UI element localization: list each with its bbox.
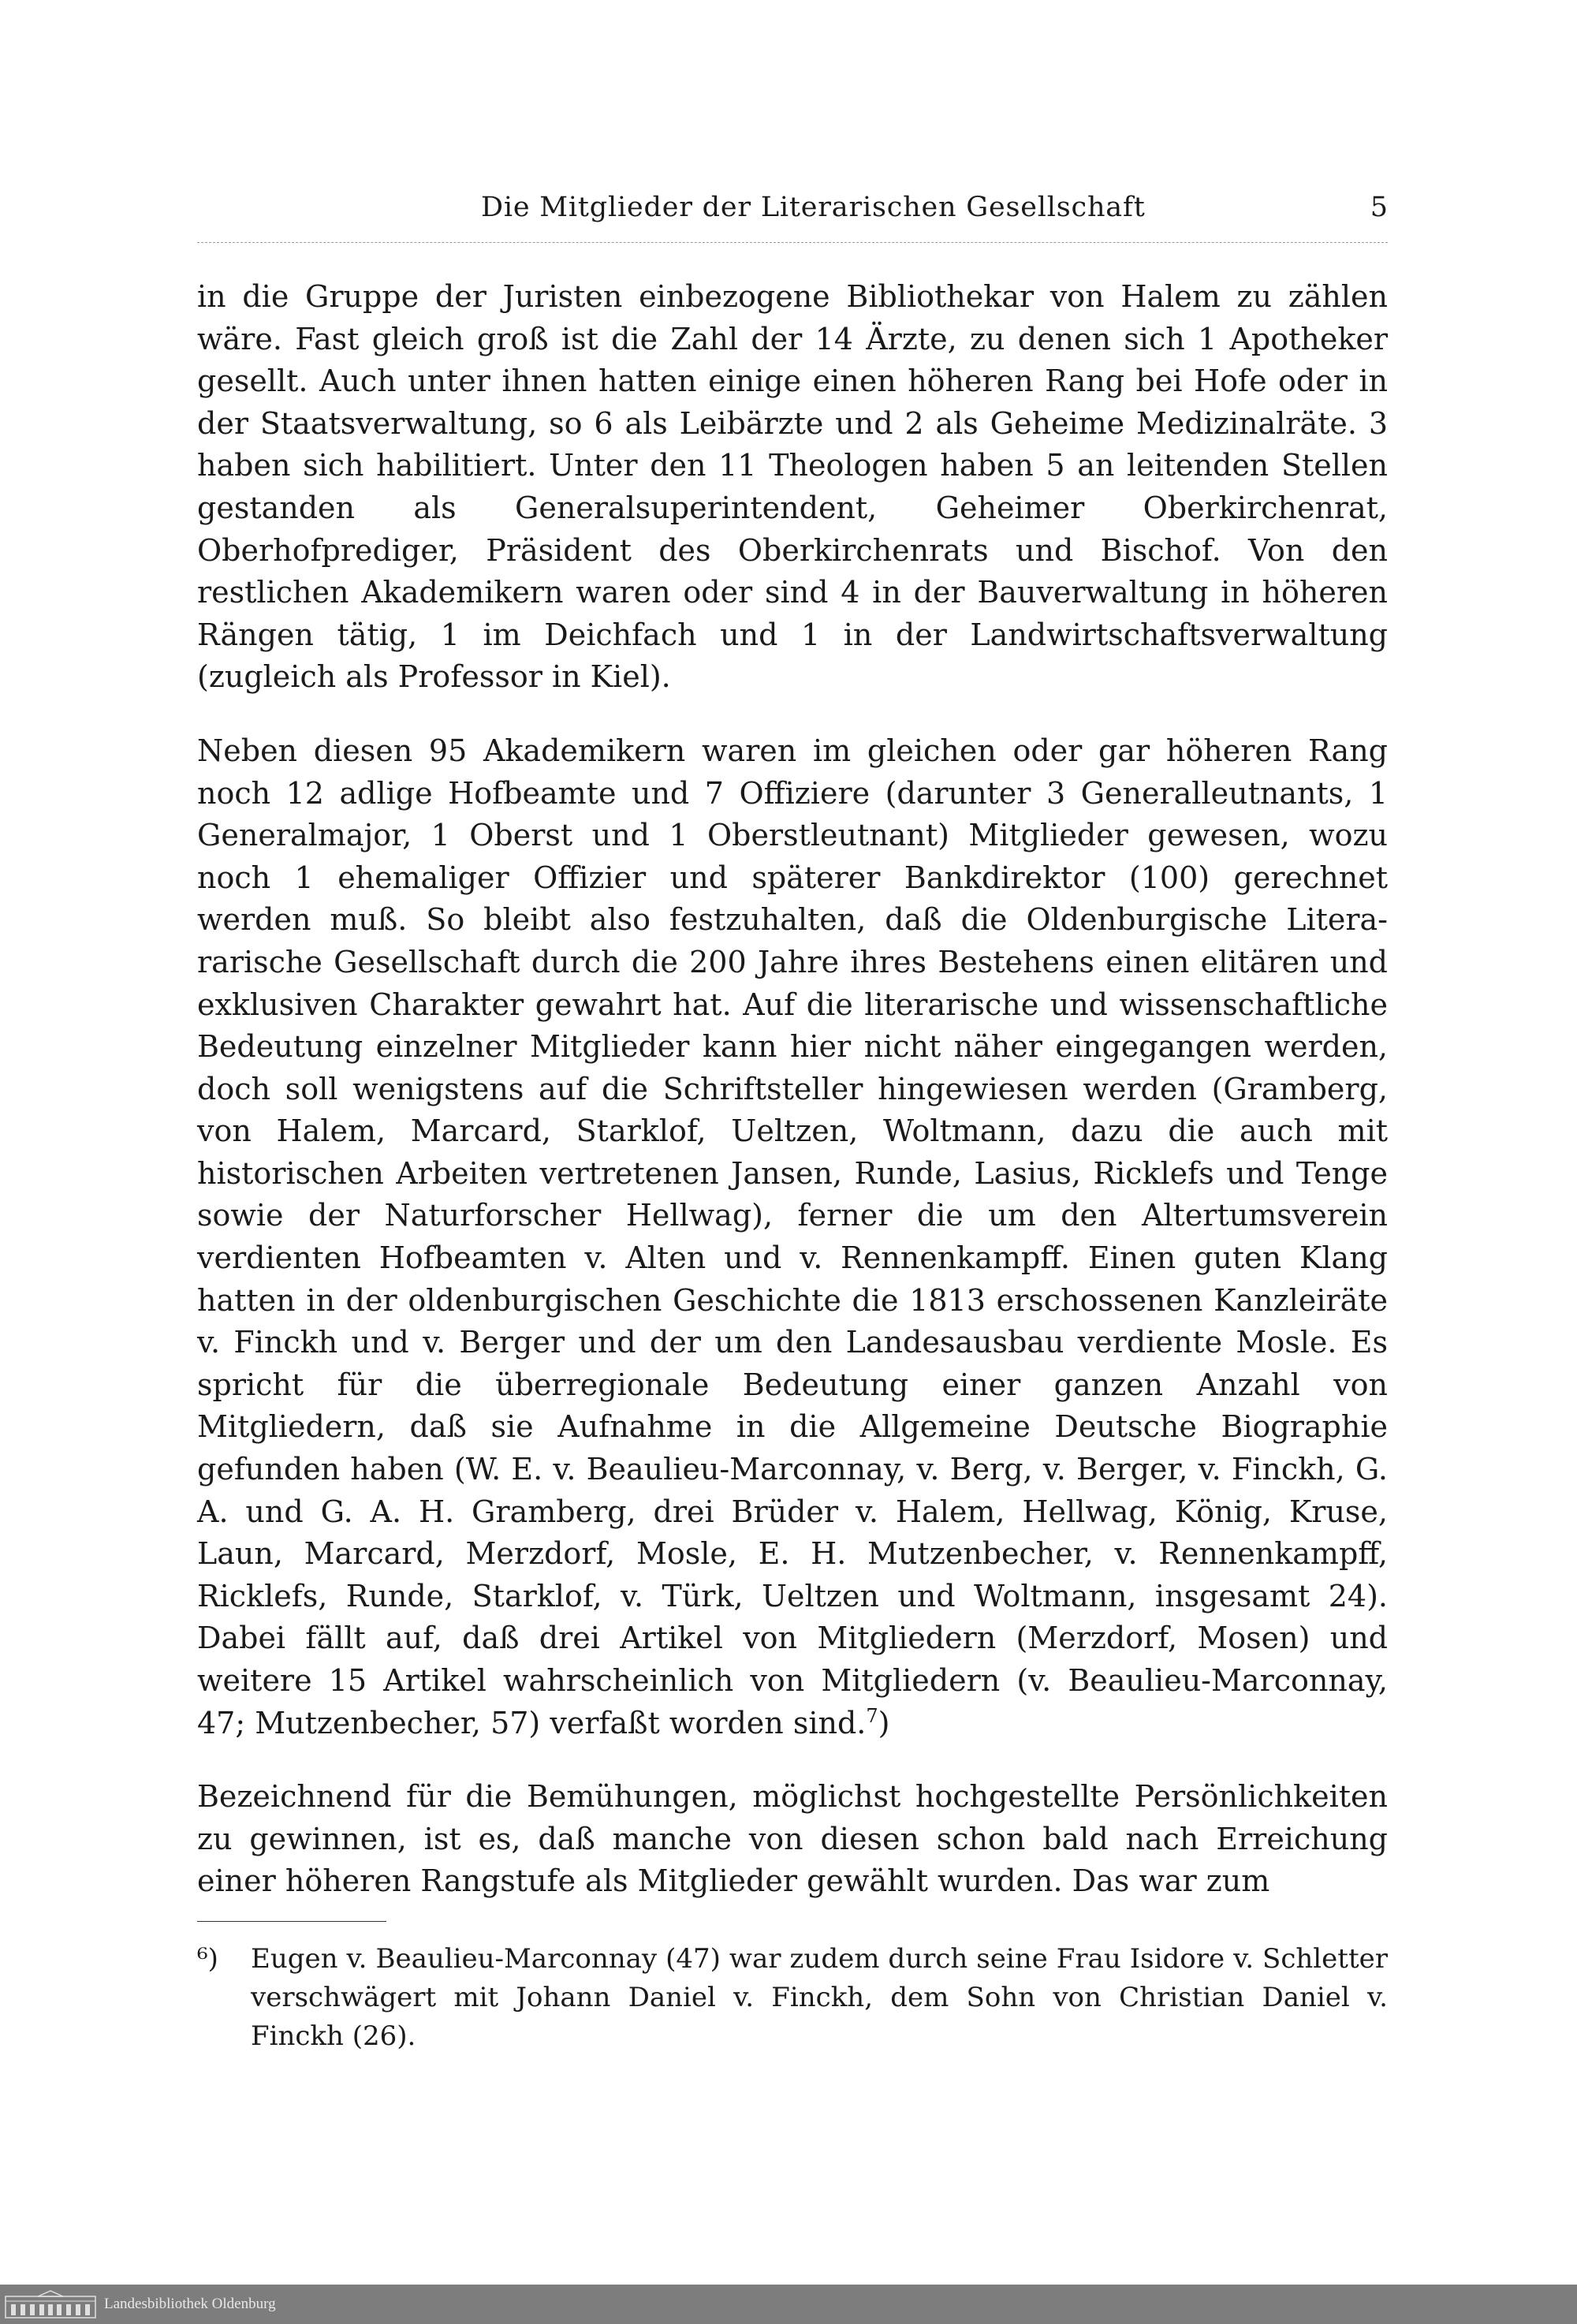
paragraph-2-text: Neben diesen 95 Akademikern waren im gleichen oder gar höheren Rang noch 12 adlige Hofbeamte und 7 Offiziere (darunter 3 Generalleutnants, 1 Generalmajor, 1 Oberst und 1 Oberstleutnant) Mitglieder gewesen, wozu noch 1 ehemaliger Offizier und späterer Bankdirektor (100) gerechnet werden muß. So bleibt also festzuhalten, daß die Oldenburgische Literararische Gesellschaft durch die 200 Jahre ihres Bestehens einen elitären und exklusiven Charakter gewahrt hat. Auf die literarische und wissenschaftliche Bedeutung einzelner Mitglieder kann hier nicht näher eingegangen werden, doch soll wenigstens auf die Schriftsteller hingewiesen werden (Gramberg, von Halem, Marcard, Starklof, Ueltzen, Woltmann, dazu die auch mit historischen Arbeiten vertretenen Jansen, Runde, Lasius, Ricklefs und Tenge sowie der Naturforscher Hellwag), ferner die um den Altertumsverein verdienten Hofbeamten v. Alten und v. Rennenkampff. Einen guten Klang hatten in der oldenburgischen Geschichte die 1813 erschossenen Kanzleiräte v. Finckh und v. Berger und der um den Landesausbau verdiente Mosle. Es spricht für die überregionale Bedeutung einer ganzen Anzahl von Mitgliedern, daß sie Aufnahme in die Allgemeine Deutsche Biographie gefunden haben (W. E. v. Beaulieu-Marconnay, v. Berg, v. Berger, v. Finckh, G. A. und G. A. H. Gramberg, drei Brüder v. Halem, Hellwag, König, Kruse, Laun, Marcard, Merzdorf, Mosle, E. H. Mutzenbecher, v. Rennenkampff, Ricklefs, Runde, Starklof, v. Türk, Ueltzen und Woltmann, insgesamt 24). Dabei fällt auf, daß drei Artikel von Mitgliedern (Merzdorf, Mosen) und weitere 15 Artikel wahrscheinlich von Mitgliedern (v. Beaulieu-Marconnay, 47; Mutzenbecher, 57) verfaßt worden sind. [197,733,1388,1740]
page-number: 5 [1370,192,1388,223]
footnote-marker: ⁶) [197,1943,218,1975]
library-building-icon [5,2290,96,2318]
footnote [197,1940,1388,2056]
running-head [197,192,1388,231]
paragraph-2 [197,730,1388,1744]
library-name: Landesbibliothek Oldenburg [104,2296,276,2312]
footnote-reference: 7 [866,1704,878,1727]
paragraph-3: Bezeichnend für die Bemühungen, möglichst hochgestellte Persönlichkeiten zu gewinnen, ist es, daß manche von diesen schon bald nach Erreichung einer höheren Rangstufe als Mitglieder gewählt wurden. Das war zum [197,1779,1388,1899]
footnote-divider [197,1921,386,1922]
paragraph-1: in die Gruppe der Juristen einbezogene Bibliothekar von Halem zu zählen wäre. Fast gleich groß ist die Zahl der 14 Ärzte, zu denen sich 1 Apotheker gesellt. Auch unter ihnen hatten einige einen höheren Rang bei Hofe oder in der Staatsverwaltung, so 6 als Leibärzte und 2 als Geheime Medizinalräte. 3 haben sich habilitiert. Unter den 11 Theologen haben 5 an leitenden Stellen gestanden als Generalsuperintendent, Geheimer Oberkirchenrat, Oberhofprediger, Präsident des Oberkirchenrats und Bischof. Von den restlichen Akademikern waren oder sind 4 in der Bauverwaltung in höheren Rängen tätig, 1 im Deichfach und 1 in der Landwirtschaftsverwaltung (zugleich als Professor in Kiel). [197,279,1388,695]
running-title: Die Mitglieder der Literarischen Gesellschaft [481,192,1146,223]
body-text [197,276,1388,1903]
footnote-text: Eugen v. Beaulieu-Marconnay (47) war zudem durch seine Frau Isidore v. Schletter verschwägert mit Johann Daniel v. Finckh, dem Sohn von Christian Daniel v. Finckh (26). [251,1943,1388,2052]
header-divider [197,242,1388,243]
footer-bar [0,2285,1577,2324]
footnote-reference-close: ) [878,1705,890,1740]
